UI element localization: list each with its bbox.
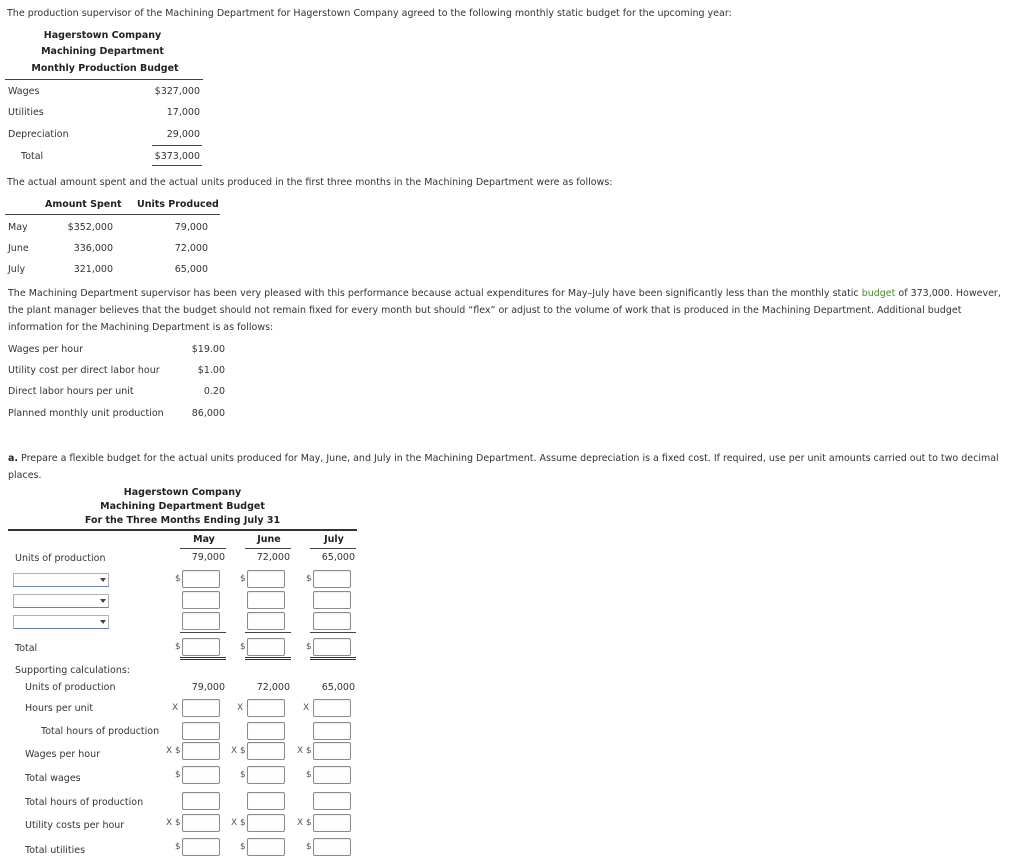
- actual-month: July: [8, 264, 26, 275]
- static-total-label: Total: [21, 151, 44, 162]
- may-total-input[interactable]: [182, 638, 220, 656]
- units-of-production-label: Units of production: [15, 553, 106, 564]
- july-total-utilities-input[interactable]: [313, 838, 351, 856]
- wages-per-hour-label: Wages per hour: [25, 749, 101, 760]
- cost-line-2-select[interactable]: [13, 594, 109, 608]
- times-currency-symbol: X $: [231, 818, 246, 828]
- flex-period-title: For the Three Months Ending July 31: [84, 515, 281, 526]
- july-cost-line-3-input[interactable]: [313, 612, 351, 630]
- month-header-may: May: [193, 534, 215, 545]
- supporting-calculations-heading: Supporting calculations:: [15, 665, 131, 676]
- actual-units: 72,000: [174, 243, 208, 254]
- times-currency-symbol: X $: [231, 746, 246, 756]
- static-row-value: 29,000: [166, 129, 200, 140]
- units-value-may: 79,000: [191, 552, 225, 563]
- static-header-rule: [5, 79, 203, 80]
- total-double-rule: [310, 657, 356, 660]
- subtotal-rule: [180, 632, 226, 633]
- currency-symbol: $: [175, 574, 181, 584]
- flex-company-title: Hagerstown Company: [123, 487, 242, 498]
- intro-text: The production supervisor of the Machining Department for Hagerstown Company agreed to the following monthly static budget for the upcoming year:: [7, 8, 732, 19]
- actual-amount: 336,000: [73, 243, 113, 254]
- question-text: a. Prepare a flexible budget for the actual units produced for May, June, and July in the Machining Department. Assume depreciation is a fixed cost. If required, use per unit amounts carried out to two decimal places.: [8, 453, 999, 481]
- times-symbol: X: [172, 703, 179, 713]
- actual-units: 79,000: [174, 222, 208, 233]
- currency-symbol: $: [306, 642, 312, 652]
- june-hours-per-unit-input[interactable]: [247, 699, 285, 717]
- support-units-may: 79,000: [191, 682, 225, 693]
- explanation-paragraph: The Machining Department supervisor has been very pleased with this performance because actual expenditures for May–July have been significantly less than the monthly static budget of 373,000. However, the plant manager believes that the budget should not remain fixed for every month but should “flex” or adjust to the volume of work that is produced in the Machining Department. Additional budget information for the Machining Department is as follows:: [8, 288, 1001, 333]
- actual-month: May: [8, 222, 28, 233]
- hours-per-unit-label: Hours per unit: [25, 703, 94, 714]
- july-total-input[interactable]: [313, 638, 351, 656]
- times-currency-symbol: X $: [297, 818, 312, 828]
- june-cost-line-3-input[interactable]: [247, 612, 285, 630]
- info-value: 0.20: [203, 386, 225, 397]
- may-total-wages-input[interactable]: [182, 766, 220, 784]
- support-units-label: Units of production: [25, 682, 116, 693]
- info-label: Wages per hour: [8, 344, 84, 355]
- july-total-wages-input[interactable]: [313, 766, 351, 784]
- actual-amount: 321,000: [73, 264, 113, 275]
- june-total-hours-2-input[interactable]: [247, 792, 285, 810]
- may-cost-line-3-input[interactable]: [182, 612, 220, 630]
- units-produced-header: Units Produced: [137, 199, 219, 210]
- static-budget-title: Monthly Production Budget: [31, 63, 179, 74]
- info-label: Utility cost per direct labor hour: [8, 365, 160, 376]
- static-row-value: $327,000: [154, 86, 200, 97]
- actual-month: June: [8, 243, 29, 254]
- july-total-hours-2-input[interactable]: [313, 792, 351, 810]
- total-double-rule: [245, 657, 291, 660]
- times-symbol: X: [303, 703, 310, 713]
- may-utility-per-hour-input[interactable]: [182, 814, 220, 832]
- total-utilities-label: Total utilities: [25, 845, 86, 856]
- currency-symbol: $: [240, 574, 246, 584]
- july-hours-per-unit-input[interactable]: [313, 699, 351, 717]
- may-total-utilities-input[interactable]: [182, 838, 220, 856]
- actual-header-rule: [5, 214, 220, 215]
- june-utility-per-hour-input[interactable]: [247, 814, 285, 832]
- info-value: 86,000: [191, 408, 225, 419]
- info-label: Planned monthly unit production: [8, 408, 164, 419]
- static-company-title: Hagerstown Company: [43, 30, 162, 41]
- month-header-july: July: [324, 534, 344, 545]
- june-total-hours-input[interactable]: [247, 722, 285, 740]
- static-row-label: Wages: [8, 86, 40, 97]
- may-wages-per-hour-input[interactable]: [182, 742, 220, 760]
- month-header-rule: [310, 548, 356, 549]
- currency-symbol: $: [175, 642, 181, 652]
- static-total-value: $373,000: [154, 151, 200, 162]
- info-value: $1.00: [197, 365, 225, 376]
- static-subtotal-rule: [152, 145, 202, 146]
- june-cost-line-1-input[interactable]: [247, 570, 285, 588]
- may-total-hours-input[interactable]: [182, 722, 220, 740]
- info-label: Direct labor hours per unit: [8, 386, 134, 397]
- june-cost-line-2-input[interactable]: [247, 591, 285, 609]
- month-header-rule: [180, 548, 226, 549]
- times-currency-symbol: X $: [297, 746, 312, 756]
- currency-symbol: $: [240, 842, 246, 852]
- subtotal-rule: [310, 632, 356, 633]
- currency-symbol: $: [175, 842, 181, 852]
- july-utility-per-hour-input[interactable]: [313, 814, 351, 832]
- july-total-hours-input[interactable]: [313, 722, 351, 740]
- times-currency-symbol: X $: [166, 746, 181, 756]
- currency-symbol: $: [306, 770, 312, 780]
- flex-total-label: Total: [15, 643, 38, 654]
- total-wages-label: Total wages: [25, 773, 81, 784]
- month-header-june: June: [257, 534, 281, 545]
- amount-spent-header: Amount Spent: [45, 199, 122, 210]
- static-total-rule: [152, 165, 202, 166]
- support-units-june: 72,000: [256, 682, 290, 693]
- static-row-value: 17,000: [166, 107, 200, 118]
- info-value: $19.00: [191, 344, 225, 355]
- actual-intro-text: The actual amount spent and the actual units produced in the first three months in the Machining Department were as follows:: [7, 177, 613, 188]
- may-cost-line-1-input[interactable]: [182, 570, 220, 588]
- actual-units: 65,000: [174, 264, 208, 275]
- may-cost-line-2-input[interactable]: [182, 591, 220, 609]
- actual-amount: $352,000: [67, 222, 113, 233]
- static-row-label: Depreciation: [8, 129, 69, 140]
- cost-line-1-select[interactable]: [13, 573, 109, 587]
- chevron-down-icon: [100, 599, 106, 603]
- currency-symbol: $: [240, 770, 246, 780]
- support-units-july: 65,000: [321, 682, 355, 693]
- june-total-input[interactable]: [247, 638, 285, 656]
- chevron-down-icon: [100, 578, 106, 582]
- july-cost-line-2-input[interactable]: [313, 591, 351, 609]
- total-hours-label: Total hours of production: [41, 726, 160, 737]
- static-row-label: Utilities: [8, 107, 44, 118]
- budget-glossary-link[interactable]: budget: [861, 288, 896, 299]
- currency-symbol: $: [175, 770, 181, 780]
- currency-symbol: $: [240, 642, 246, 652]
- may-total-hours-2-input[interactable]: [182, 792, 220, 810]
- utility-per-hour-label: Utility costs per hour: [25, 820, 125, 831]
- june-total-wages-input[interactable]: [247, 766, 285, 784]
- times-currency-symbol: X $: [166, 818, 181, 828]
- currency-symbol: $: [306, 842, 312, 852]
- units-value-june: 72,000: [256, 552, 290, 563]
- cost-line-3-select[interactable]: [13, 615, 109, 629]
- currency-symbol: $: [306, 574, 312, 584]
- june-wages-per-hour-input[interactable]: [247, 742, 285, 760]
- flex-budget-title: Machining Department Budget: [100, 501, 265, 512]
- times-symbol: X: [237, 703, 244, 713]
- total-double-rule: [180, 657, 226, 660]
- may-hours-per-unit-input[interactable]: [182, 699, 220, 717]
- flex-header-rule: [8, 529, 357, 531]
- chevron-down-icon: [100, 620, 106, 624]
- july-wages-per-hour-input[interactable]: [313, 742, 351, 760]
- july-cost-line-1-input[interactable]: [313, 570, 351, 588]
- june-total-utilities-input[interactable]: [247, 838, 285, 856]
- month-header-rule: [245, 548, 291, 549]
- total-hours-label-2: Total hours of production: [25, 797, 144, 808]
- subtotal-rule: [245, 632, 291, 633]
- units-value-july: 65,000: [321, 552, 355, 563]
- static-department-title: Machining Department: [41, 46, 164, 57]
